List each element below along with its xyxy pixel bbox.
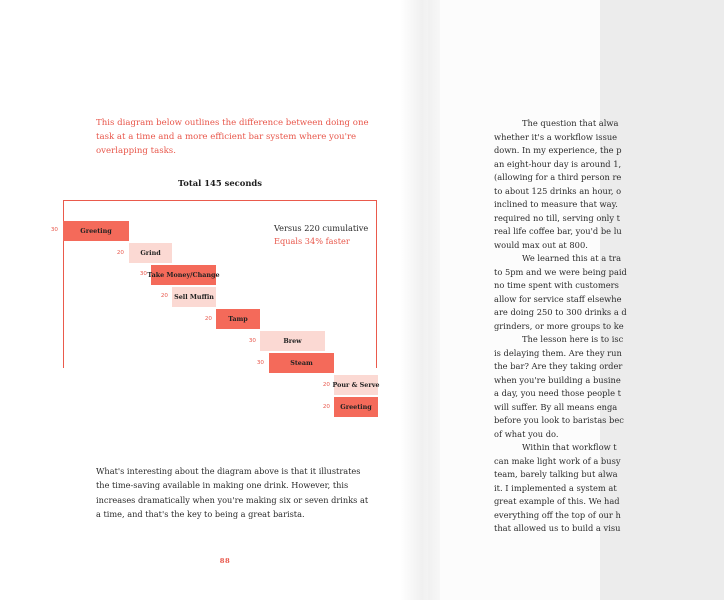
task-take-money: Take Money/Change bbox=[151, 265, 216, 285]
task-grind: Grind bbox=[129, 243, 172, 263]
right-page bbox=[428, 0, 627, 600]
text-line: will suffer. By all means enga bbox=[494, 401, 618, 412]
text-line: is delaying them. Are they run bbox=[494, 347, 622, 358]
task-greeting: Greeting bbox=[63, 221, 129, 241]
text-line: no time spent with customers bbox=[494, 280, 619, 290]
text-line: whether it's a workflow issue bbox=[494, 131, 618, 142]
chart-title: Total 145 seconds bbox=[177, 178, 263, 188]
equals-line: Equals 34% faster bbox=[274, 236, 350, 246]
right-page-text bbox=[494, 117, 724, 536]
task-seconds: 30 bbox=[139, 271, 147, 277]
text-line: it. I implemented a system at bbox=[494, 482, 617, 493]
text-line: when you're building a busine bbox=[494, 374, 621, 385]
task-sell-muffin: Sell Muffin bbox=[172, 287, 216, 307]
text-line: team, barely talking but alwa bbox=[494, 469, 618, 479]
comparison-note bbox=[274, 222, 384, 248]
text-line: inclined to measure that way. bbox=[494, 199, 618, 209]
task-tamp: Tamp bbox=[216, 309, 260, 329]
page-number: 88 bbox=[219, 557, 231, 565]
text-line: an eight-hour day is around 1, bbox=[494, 158, 622, 169]
text-line: of what you do. bbox=[494, 428, 559, 439]
task-seconds: 30 bbox=[256, 360, 264, 366]
text-line: everything off the top of our h bbox=[494, 509, 621, 520]
text-line: The question that alwa bbox=[522, 118, 619, 128]
task-pour-serve: Pour & Serve bbox=[334, 375, 378, 395]
task-seconds: 20 bbox=[116, 250, 124, 256]
task-seconds: 20 bbox=[160, 293, 168, 299]
task-greeting-next: Greeting bbox=[334, 397, 378, 417]
text-line: required no till, serving only t bbox=[494, 212, 620, 223]
task-seconds: 20 bbox=[322, 382, 330, 388]
text-line: allow for service staff elsewhe bbox=[494, 293, 622, 304]
text-line: down. In my experience, the p bbox=[494, 145, 622, 155]
text-line: that allowed us to build a visu bbox=[494, 523, 621, 533]
body-paragraph: What's interesting about the diagram above is that it illustrates the time-saving available in making one drink. However, this increases dramatically when you're making six or seven drinks at a time, and that's the key to being a great barista. bbox=[96, 466, 369, 520]
text-line: would max out at 800. bbox=[494, 239, 588, 250]
text-line: to 5pm and we were being paid bbox=[494, 266, 627, 277]
task-seconds: 20 bbox=[322, 404, 330, 410]
text-line: can make light work of a busy bbox=[494, 455, 621, 466]
task-seconds: 20 bbox=[204, 316, 212, 322]
text-line: grinders, or more groups to ke bbox=[494, 320, 624, 331]
text-line: We learned this at a tra bbox=[522, 253, 622, 263]
diagram-intro: This diagram below outlines the difference between doing one task at a time and a more efficient bar system where you're overlapping tasks. bbox=[96, 118, 369, 156]
versus-line: Versus 220 cumulative bbox=[274, 223, 369, 233]
text-line: a day, you need those people t bbox=[494, 388, 622, 398]
text-line: to about 125 drinks an hour, o bbox=[494, 185, 622, 196]
text-line: before you look to baristas bec bbox=[494, 415, 624, 425]
text-line: Within that workflow t bbox=[522, 442, 617, 452]
task-seconds: 30 bbox=[50, 227, 58, 233]
task-seconds: 30 bbox=[248, 338, 256, 344]
text-line: real life coffee bar, you'd be lu bbox=[494, 226, 622, 236]
task-brew: Brew bbox=[260, 331, 325, 351]
task-steam: Steam bbox=[269, 353, 334, 373]
text-line: great example of this. We had bbox=[494, 496, 620, 506]
text-line: are doing 250 to 300 drinks a d bbox=[494, 307, 627, 317]
text-line: the bar? Are they taking order bbox=[494, 361, 623, 371]
text-line: The lesson here is to isc bbox=[522, 334, 624, 344]
text-line: (allowing for a third person re bbox=[494, 172, 622, 182]
